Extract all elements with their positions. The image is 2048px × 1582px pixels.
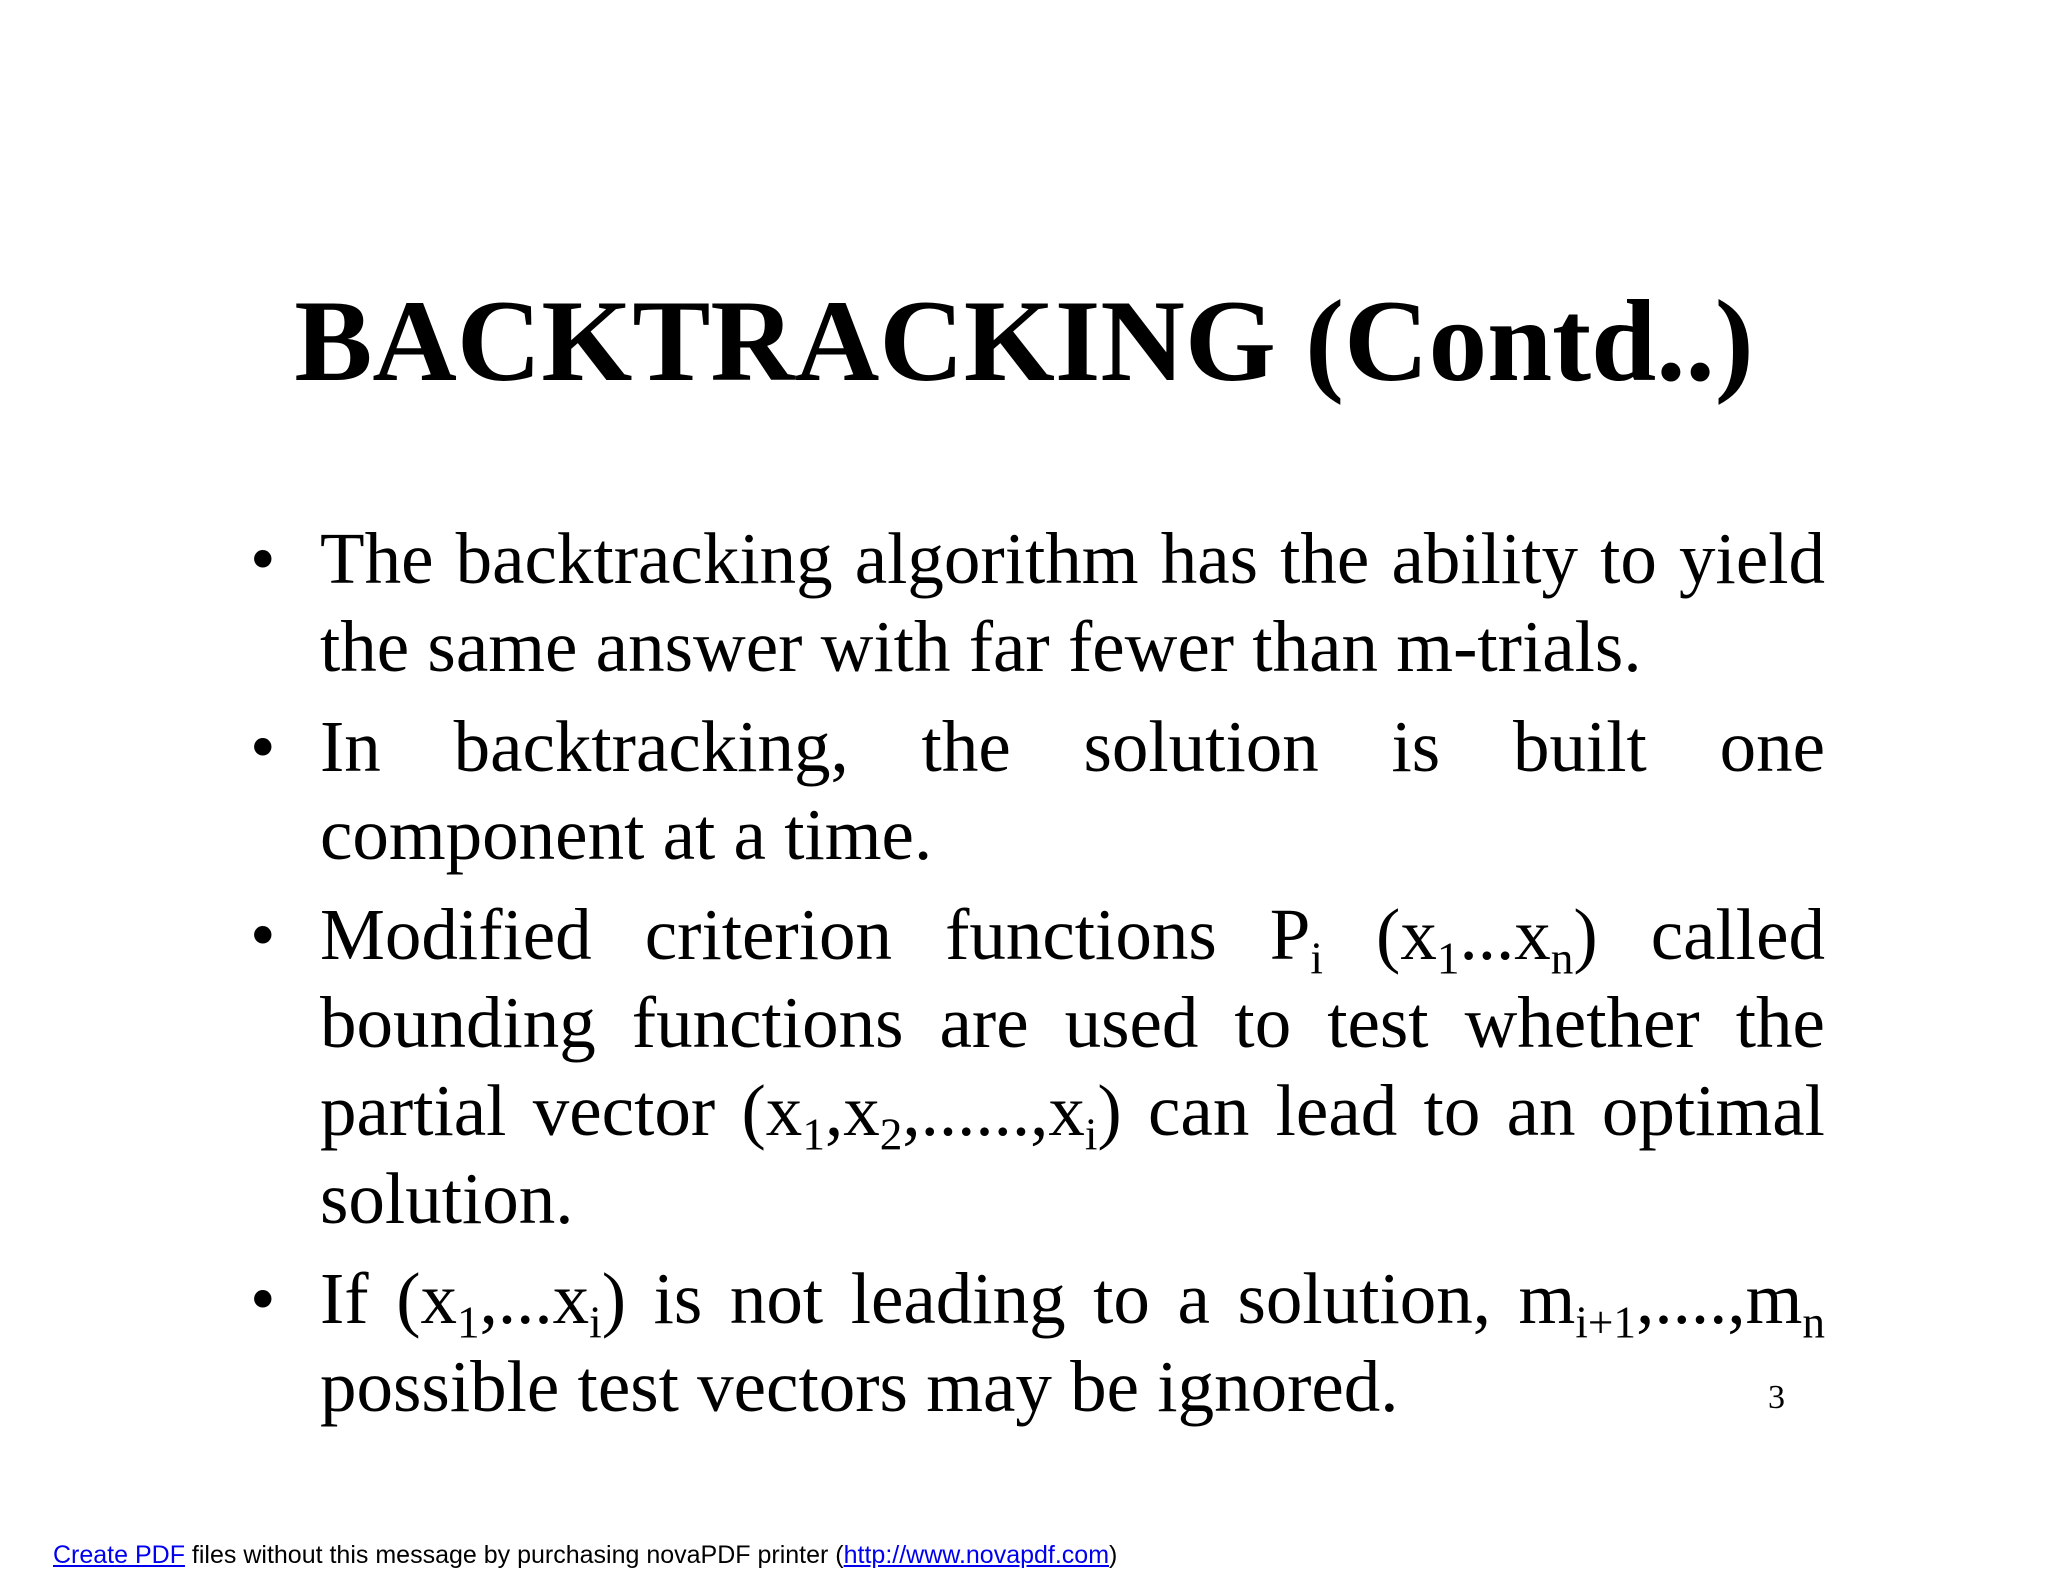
word: solution <box>1083 706 1319 787</box>
math-text: ,......,x <box>902 1070 1085 1151</box>
subscript: i <box>589 1297 602 1348</box>
bullet-item <box>250 891 1825 1243</box>
subscript: i <box>1084 1109 1098 1160</box>
word: a <box>1177 1258 1210 1339</box>
word: Modified <box>320 894 592 975</box>
bullet-line: solution. <box>320 1158 574 1239</box>
subscript: 1 <box>802 1109 825 1160</box>
subscript: n <box>1802 1297 1825 1348</box>
bullet-line: component at a time. <box>320 794 933 875</box>
word: criterion <box>644 894 893 975</box>
math-text: ) <box>1573 894 1598 975</box>
footer-text-end: ) <box>1109 1541 1118 1569</box>
word: has <box>1160 518 1259 599</box>
word: built <box>1512 706 1647 787</box>
bullet-line <box>320 1255 1825 1348</box>
math-term <box>741 1067 1122 1160</box>
math-text: m <box>1518 1258 1576 1339</box>
math-text: P <box>1269 894 1311 975</box>
math-text: ,x <box>824 1070 880 1151</box>
math-text: ) <box>601 1258 627 1339</box>
bullet-list <box>250 515 1825 1443</box>
word: functions <box>945 894 1217 975</box>
word: used <box>1064 982 1199 1063</box>
footer-text: files without this message by purchasing novaPDF printer ( <box>184 1541 844 1569</box>
word: are <box>939 982 1029 1063</box>
word: The <box>320 518 434 599</box>
word: the <box>921 706 1011 787</box>
word: test <box>1327 982 1429 1063</box>
word: one <box>1719 706 1825 787</box>
bullet-item <box>250 515 1825 691</box>
bullet-line <box>320 979 1825 1067</box>
word: In <box>320 706 381 787</box>
word: to <box>1234 982 1292 1063</box>
word: to <box>1600 518 1657 599</box>
word: solution, <box>1237 1258 1491 1339</box>
bullet-dot-icon: • <box>250 518 276 599</box>
word: whether <box>1464 982 1700 1063</box>
word: ability <box>1391 518 1578 599</box>
math-term <box>1518 1255 1825 1348</box>
subscript: i+1 <box>1575 1297 1637 1348</box>
word: to <box>1093 1258 1150 1339</box>
subscript: n <box>1550 933 1574 984</box>
word: If <box>320 1258 369 1339</box>
bullet-line <box>320 1067 1825 1160</box>
word: algorithm <box>854 518 1139 599</box>
math-text: ,...x <box>479 1258 590 1339</box>
word: bounding <box>320 982 596 1063</box>
math-term <box>1269 891 1323 984</box>
bullet-line <box>320 515 1825 603</box>
bullet-line <box>320 703 1825 791</box>
word: lead <box>1275 1070 1398 1151</box>
word: the <box>1735 982 1825 1063</box>
math-term <box>1376 891 1598 984</box>
bullet-dot-icon: • <box>250 1258 276 1339</box>
word: vector <box>532 1070 716 1151</box>
word: is <box>1391 706 1441 787</box>
word: yield <box>1679 518 1825 599</box>
math-text: (x <box>1376 894 1437 975</box>
word: not <box>729 1258 824 1339</box>
subscript: 1 <box>1436 933 1460 984</box>
math-text: (x <box>396 1258 457 1339</box>
bullet-line: the same answer with far fewer than m-trials. <box>320 606 1642 687</box>
bullet-line <box>320 891 1825 984</box>
math-text: ...x <box>1459 894 1551 975</box>
bullet-item <box>250 1255 1825 1431</box>
page-number: 3 <box>1768 1379 1785 1416</box>
bullet-dot-icon: • <box>250 706 276 787</box>
math-term <box>396 1255 627 1348</box>
math-text: ,....,m <box>1636 1258 1803 1339</box>
math-text: ) <box>1097 1070 1122 1151</box>
word: leading <box>850 1258 1066 1339</box>
subscript: 2 <box>879 1109 903 1160</box>
word: is <box>653 1258 703 1339</box>
word: can <box>1148 1070 1250 1151</box>
word: the <box>1280 518 1370 599</box>
word: to <box>1423 1070 1481 1151</box>
word: partial <box>320 1070 507 1151</box>
create-pdf-link[interactable]: Create PDF <box>53 1541 185 1569</box>
novapdf-link[interactable]: http://www.novapdf.com <box>843 1541 1110 1569</box>
word: called <box>1650 894 1825 975</box>
word: an <box>1506 1070 1576 1151</box>
bullet-item <box>250 703 1825 879</box>
slide-title: BACKTRACKING (Contd..) <box>294 277 1754 406</box>
subscript: i <box>1310 933 1323 984</box>
math-text: (x <box>741 1070 803 1151</box>
word: backtracking <box>455 518 833 599</box>
subscript: 1 <box>457 1297 480 1348</box>
bullet-dot-icon: • <box>250 894 276 975</box>
pdf-watermark-footer <box>53 1540 1117 1570</box>
word: functions <box>631 982 904 1063</box>
word: backtracking, <box>453 706 849 787</box>
bullet-line: possible test vectors may be ignored. <box>320 1346 1399 1427</box>
word: optimal <box>1601 1070 1825 1151</box>
